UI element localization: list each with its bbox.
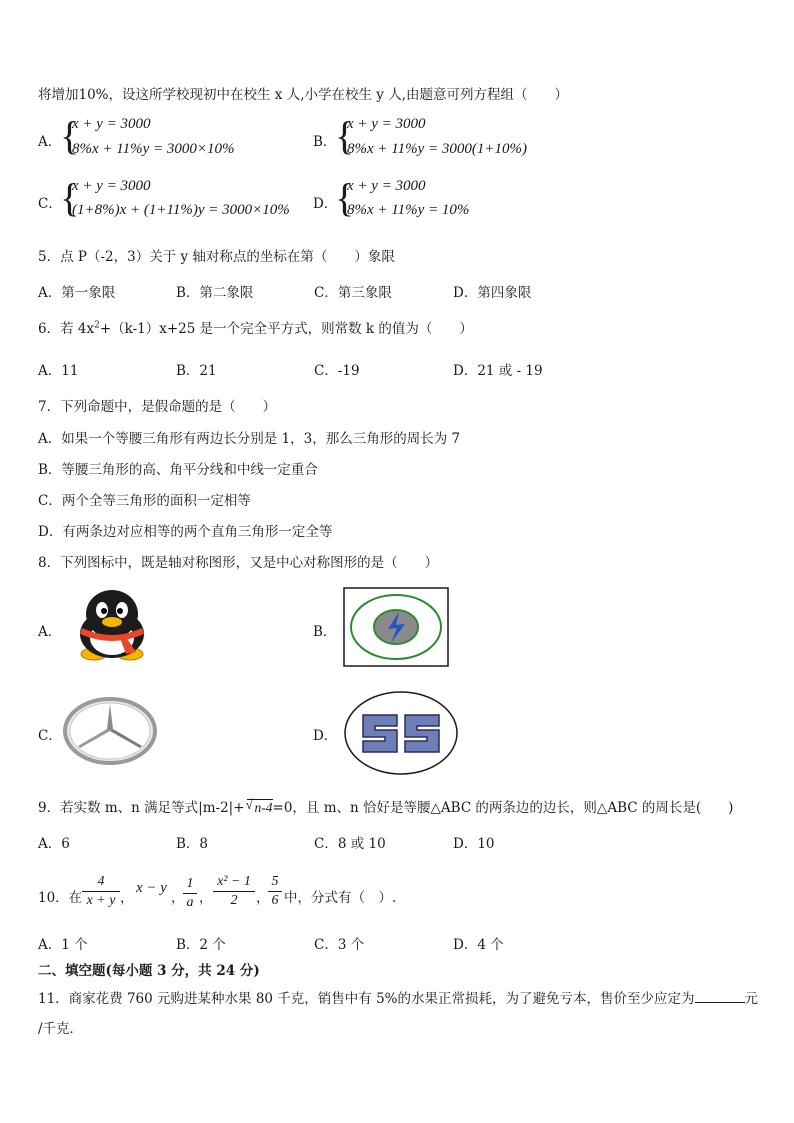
q10-sep-3: ， <box>199 890 213 906</box>
q5-option-c: C．第三象限 <box>314 285 392 301</box>
q4-stem: 将增加10%，设这所学校现初中在校生 x 人,小学在校生 y 人,由题意可列方程组（ ） <box>38 87 568 103</box>
q9-option-d: D．10 <box>453 836 495 852</box>
q10-prefix: 10．在 <box>38 890 83 906</box>
q6-option-a: A．11 <box>38 363 79 379</box>
q9-option-a: A．6 <box>38 836 70 852</box>
q10-option-c: C．3 个 <box>314 937 365 953</box>
q10-fraction-5-numerator: 5 <box>271 874 279 889</box>
q4-option-d-eq2: 8%x + 11%y = 10% <box>347 202 470 218</box>
q10-fraction-3-denominator: a <box>186 895 194 910</box>
q7-option-a: A．如果一个等腰三角形有两边长分别是 1，3，那么三角形的周长为 7 <box>38 431 461 447</box>
q9-stem-part-a: 9．若实数 m、n 满足等式|m-2|+ <box>38 800 245 816</box>
lightning-circle-icon <box>343 587 449 667</box>
q10-fraction-4-denominator: 2 <box>230 893 238 908</box>
q10-fraction-4 <box>213 874 255 909</box>
q10-sep-4: ， <box>256 890 270 906</box>
q6-option-b: B．21 <box>176 363 217 379</box>
q4-option-b-eq2: 8%x + 11%y = 3000(1+10%) <box>347 141 528 157</box>
q5-stem: 5．点 P（-2，3）关于 y 轴对称点的坐标在第（ ）象限 <box>38 249 395 265</box>
q4-option-d-label: D． <box>313 196 338 212</box>
q11-text-part-b: 元 <box>744 991 758 1007</box>
q10-option-a: A．1 个 <box>38 937 88 953</box>
q8-option-b-label: B． <box>313 624 337 640</box>
q7-option-b: B．等腰三角形的高、角平分线和中线一定重合 <box>38 462 318 478</box>
q4-option-d-brace: { <box>335 175 355 220</box>
q7-option-c: C．两个全等三角形的面积一定相等 <box>38 493 251 509</box>
q6-option-d: D．21 或 - 19 <box>453 363 543 379</box>
q6-option-c: C．-19 <box>314 363 360 379</box>
q11-text-continued: /千克． <box>38 1021 84 1037</box>
q10-fraction-4-numerator: x² − 1 <box>217 874 251 889</box>
q9-option-c: C．8 或 10 <box>314 836 386 852</box>
q8-option-a-label: A． <box>38 624 62 640</box>
q8-option-c-label: C． <box>38 728 62 744</box>
q6-stem <box>38 317 473 337</box>
q4-option-a-eq2: 8%x + 11%y = 3000×10% <box>72 141 235 157</box>
q4-option-a-brace: { <box>60 113 80 158</box>
q4-option-c-label: C． <box>38 196 62 212</box>
q10-fraction-1-numerator: 4 <box>97 874 105 889</box>
q10-expression-2: x − y <box>136 880 167 896</box>
q10-sep-2: ， <box>171 890 185 906</box>
q9-stem-part-b: =0，且 m、n 恰好是等腰△ABC 的两条边的边长，则△ABC 的周长是( ) <box>272 800 734 816</box>
q8-stem: 8．下列图标中，既是轴对称图形，又是中心对称图形的是（ ） <box>38 555 439 571</box>
q4-option-c-brace: { <box>60 175 80 220</box>
q4-option-b-brace: { <box>335 113 355 158</box>
q10-suffix: 中，分式有（ ）. <box>284 890 397 906</box>
section-2-title: 二、填空题(每小题 3 分，共 24 分) <box>38 963 260 979</box>
q9-sqrt: √ n-4 <box>245 797 273 815</box>
q5-option-a: A．第一象限 <box>38 285 116 301</box>
q9-option-b: B．8 <box>176 836 209 852</box>
q10-fraction-1 <box>82 874 120 909</box>
q4-option-a-eq1: x + y = 3000 <box>72 116 151 132</box>
q5-option-b: B．第二象限 <box>176 285 254 301</box>
q5-option-d: D．第四象限 <box>453 285 532 301</box>
q10-fraction-3-numerator: 1 <box>186 876 194 891</box>
q4-option-b-label: B． <box>313 134 337 150</box>
q10-option-d: D．4 个 <box>453 937 504 953</box>
q10-fraction-3 <box>183 876 197 911</box>
q10-option-b: B．2 个 <box>176 937 226 953</box>
q7-option-d: D．有两条边对应相等的两个直角三角形一定全等 <box>38 524 333 540</box>
q11-text-part-a: 11．商家花费 760 元购进某种水果 80 千克，销售中有 5%的水果正常损耗，为了避免亏本，售价至少应定为 <box>38 991 695 1007</box>
q11-text <box>38 987 758 1007</box>
q6-stem-exponent: 2 <box>94 320 100 331</box>
q7-stem: 7．下列命题中，是假命题的是（ ） <box>38 399 277 415</box>
q11-answer-blank[interactable] <box>695 990 745 1003</box>
q9-stem <box>38 796 733 816</box>
q10-sep-1: ， <box>120 890 134 906</box>
q4-option-b-eq1: x + y = 3000 <box>347 116 426 132</box>
q4-option-d-eq1: x + y = 3000 <box>347 178 426 194</box>
q9-sqrt-content: n-4 <box>254 800 273 815</box>
q4-option-a-label: A． <box>38 134 62 150</box>
q6-stem-part-a: 6．若 4x <box>38 321 95 337</box>
q10-fraction-5 <box>268 874 282 909</box>
q4-option-c-eq2: (1+8%)x + (1+11%)y = 3000×10% <box>72 202 290 218</box>
three-pointed-star-icon <box>62 696 158 766</box>
q10-fraction-1-denominator: x + y <box>86 893 116 908</box>
q10-fraction-5-denominator: 6 <box>271 893 279 908</box>
q8-option-d-label: D． <box>313 728 338 744</box>
q4-option-c-eq1: x + y = 3000 <box>72 178 151 194</box>
interlocking-s-icon <box>343 690 459 776</box>
penguin-logo-icon <box>62 586 162 662</box>
q6-stem-part-b: +（k-1）x+25 是一个完全平方式，则常数 k 的值为（ ） <box>99 321 473 337</box>
